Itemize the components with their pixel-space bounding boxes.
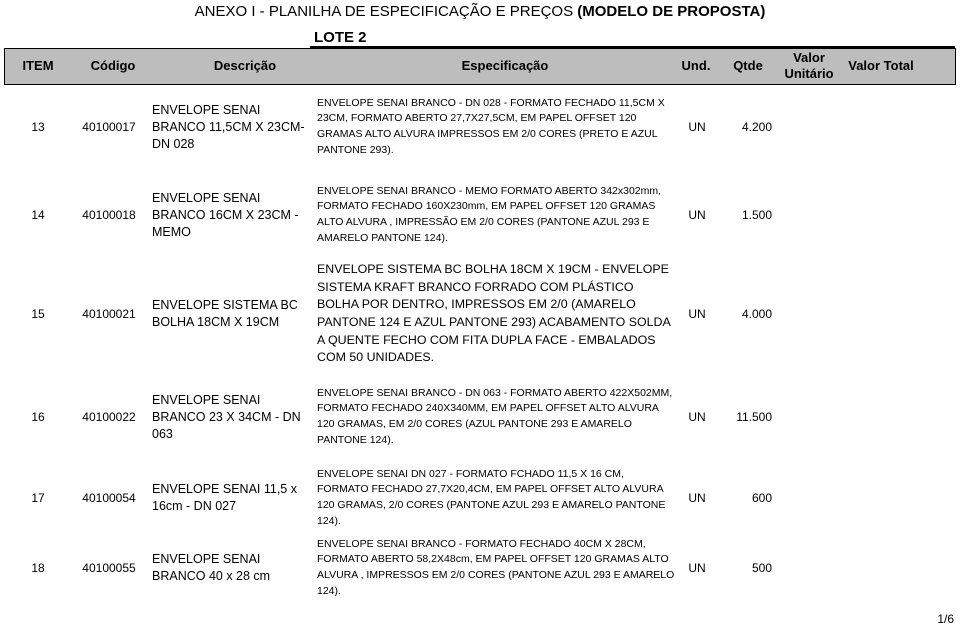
header-und: Und. [681,58,711,73]
header-codigo: Código [90,58,136,73]
row-qtde: 11.500 [736,410,772,424]
row-qtde: 1.500 [741,208,772,222]
header-valor-unitario [775,49,843,83]
row-especificacao: ENVELOPE SENAI BRANCO - DN 063 - FORMATO ABERTO 422X502MM, FORMATO FECHADO 240X340MM, EM PAPEL OFFSET ALTO ALVURA 120 GRAMAS, EM 2/0 CORES (AZUL PANTONE 293 E AMARELO PANTONE 124). [317,386,673,446]
row-especificacao: ENVELOPE SENAI BRANCO - MEMO FORMATO ABERTO 342x302mm, FORMATO FECHADO 160X230mm, EM PAPEL OFFSET 120 GRAMAS ALTO ALVURA , IMPRESSÃO EM 2/0 CORES (PANTONE AZUL 293 E AMARELO PANTONE 124). [317,184,662,244]
row-codigo: 40100055 [82,561,136,575]
header-valor-total: Valor Total [848,58,914,73]
page-number: 1/6 [937,612,954,626]
row-und: UN [688,561,706,575]
table-row [0,458,960,538]
table-row [0,262,960,365]
row-und: UN [688,410,706,424]
row-especificacao: ENVELOPE SENAI DN 027 - FORMATO FCHADO 11,5 X 16 CM, FORMATO FECHADO 27,7X20,4CM, EM PAPEL OFFSET ALTO ALVURA 120 GRAMAS, 2/0 CORES (PANTONE AZUL 293 E AMARELO PANTONE 124). [317,467,666,527]
row-descricao: ENVELOPE SENAI BRANCO 23 X 34CM - DN 063 [152,392,301,441]
row-item: 13 [31,120,45,134]
row-und: UN [688,307,706,321]
row-und: UN [688,208,706,222]
row-descricao: ENVELOPE SENAI 11,5 x 16cm - DN 027 [152,482,297,513]
header-item: ITEM [22,58,54,73]
row-qtde: 4.000 [741,307,772,321]
row-und: UN [688,491,706,505]
row-item: 14 [31,208,45,222]
row-especificacao: ENVELOPE SISTEMA BC BOLHA 18CM X 19CM - ENVELOPE SISTEMA KRAFT BRANCO FORRADO COM PLÁSTICO BOLHA POR DENTRO, IMPRESSOS EM 2/0 (AMARELO PANTONE 124 E AZUL PANTONE 293) ACABAMENTO SOLDA A QUENTE FECHO COM FITA DUPLA FACE - EMBALADOS COM 50 UNIDADES. [317,262,671,365]
row-descricao: ENVELOPE SENAI BRANCO 16CM X 23CM - MEMO [152,190,299,239]
row-codigo: 40100017 [82,120,136,134]
page-title-text: ANEXO I - PLANILHA DE ESPECIFICAÇÃO E PREÇOS [194,3,578,20]
row-descricao: ENVELOPE SENAI BRANCO 40 x 28 cm [152,552,271,583]
header-valor-unitario-line2: Unitário [784,66,834,81]
row-codigo: 40100054 [82,491,136,505]
table-row [0,87,960,167]
page-title-bold: (MODELO DE PROPOSTA) [577,3,766,20]
table-header [4,48,956,85]
row-especificacao: ENVELOPE SENAI BRANCO - DN 028 - FORMATO FECHADO 11,5CM X 23CM, FORMATO ABERTO 27,7X27,5CM, EM PAPEL OFFSET 120 GRAMAS ALTO ALVURA IMPRESSOS EM 2/0 CORES (PRETO E AZUL PANTONE 293). [317,96,665,156]
row-codigo: 40100018 [82,208,136,222]
row-codigo: 40100021 [82,307,136,321]
row-qtde: 500 [751,561,772,575]
lote-label: LOTE 2 [314,29,367,46]
row-item: 16 [31,410,45,424]
row-item: 15 [31,307,45,321]
header-valor-unitario-line1: Valor [793,50,825,65]
row-descricao: ENVELOPE SISTEMA BC BOLHA 18CM X 19CM [152,298,298,329]
header-especificacao: Especificação [461,58,549,73]
page-title [0,3,960,21]
row-descricao: ENVELOPE SENAI BRANCO 11,5CM X 23CM- DN 028 [152,102,305,151]
table-row [0,530,960,606]
row-qtde: 4.200 [741,120,772,134]
row-codigo: 40100022 [82,410,136,424]
row-item: 18 [31,561,45,575]
header-descricao: Descrição [213,58,277,73]
row-especificacao: ENVELOPE SENAI BRANCO - FORMATO FECHADO 40CM X 28CM, FORMATO ABERTO 58,2X48cm, EM PAPEL OFFSET 120 GRAMAS ALTO ALVURA , IMPRESSOS EM 2/0 CORES (PANTONE AZUL 293 E AMARELO 124). [317,537,675,597]
table-row [0,377,960,457]
row-und: UN [688,120,706,134]
table-row [0,175,960,255]
row-qtde: 600 [751,491,772,505]
row-item: 17 [31,491,45,505]
header-qtde: Qtde [733,58,763,73]
